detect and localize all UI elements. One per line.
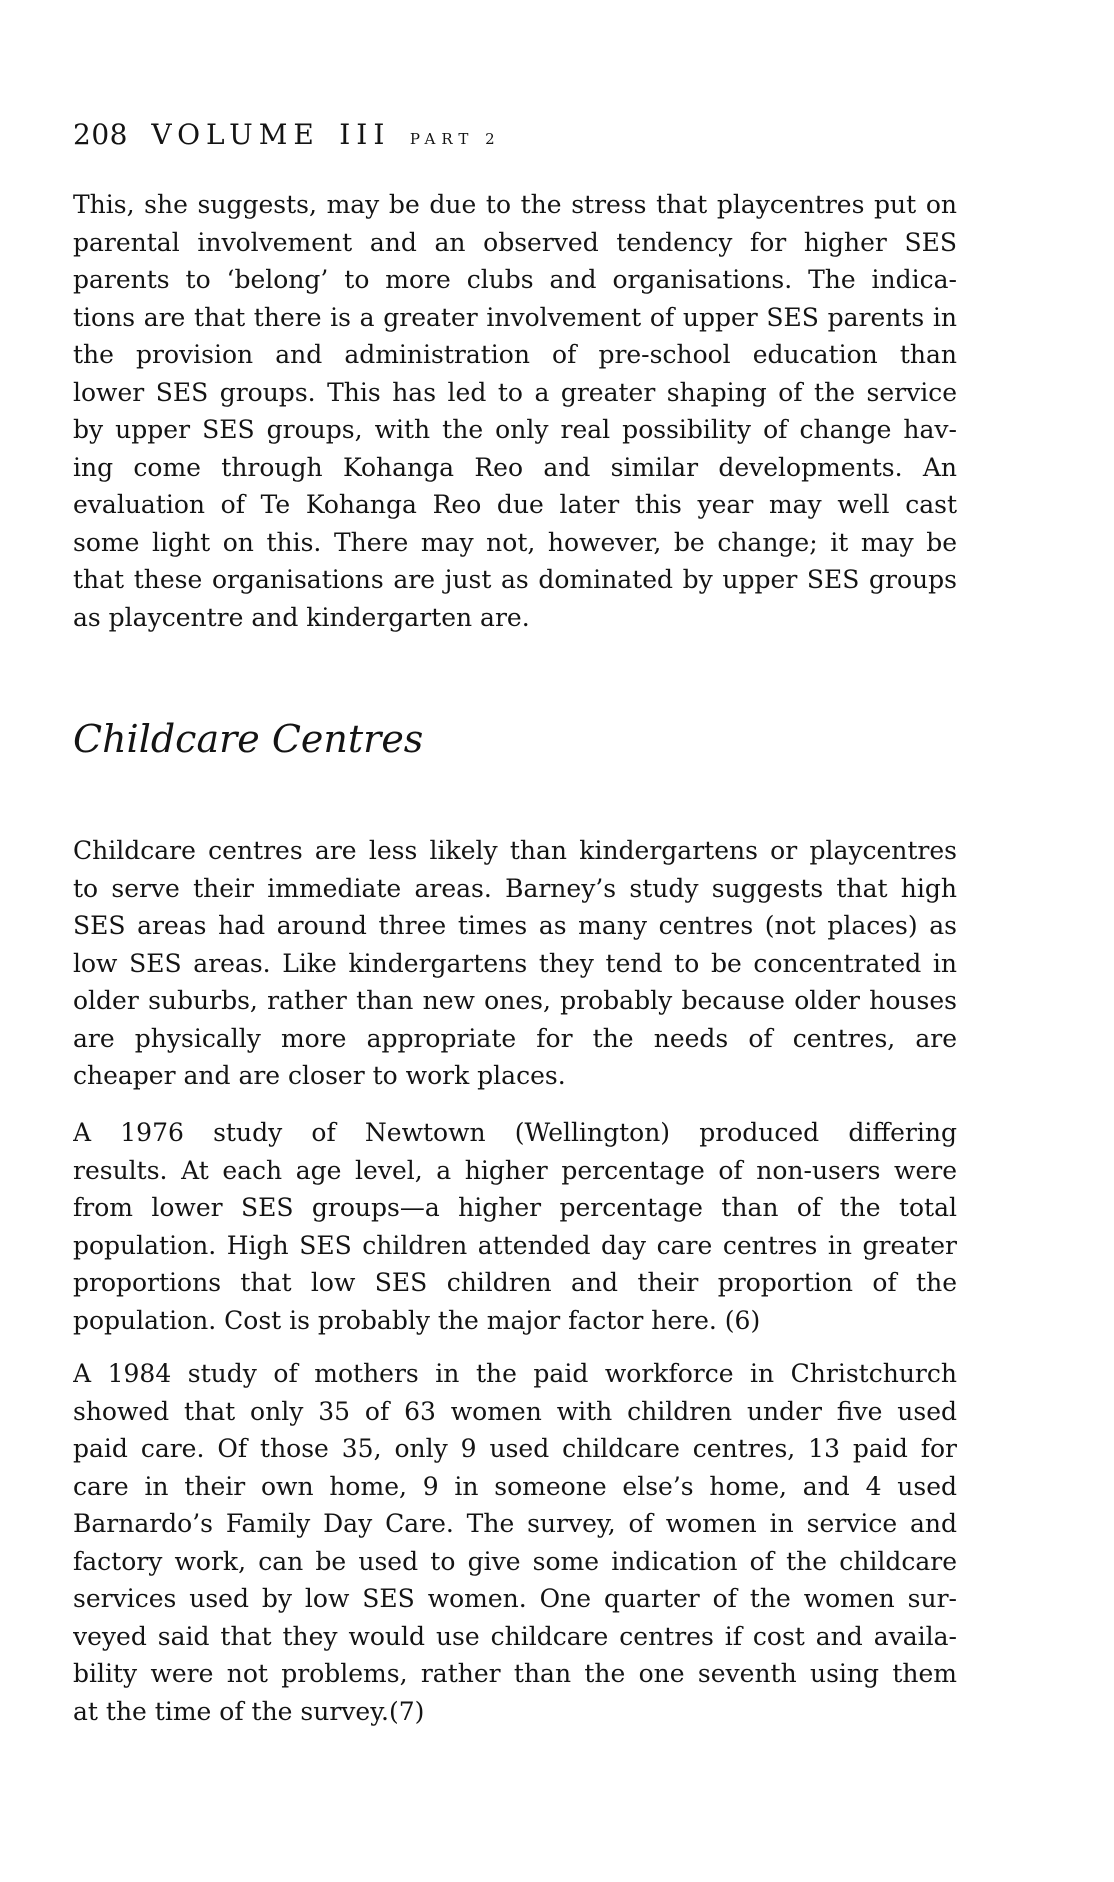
volume-label: VOLUME: [151, 118, 320, 151]
text-line: by upper SES groups, with the only real possibility of change hav-: [73, 415, 957, 444]
text-line: parents to ‘belong’ to more clubs and organisations. The indica-: [73, 265, 957, 294]
text-line: factory work, can be used to give some indication of the childcare: [73, 1546, 957, 1576]
text-line: services used by low SES women. One quarter of the women sur-: [73, 1584, 957, 1613]
text-line: lower SES groups. This has led to a greater shaping of the service: [73, 377, 957, 407]
text-line: some light on this. There may not, however, be change; it may be: [73, 527, 957, 557]
text-line: A 1976 study of Newtown (Wellington) produced differing: [73, 1118, 957, 1147]
text-line: veyed said that they would use childcare centres if cost and availa-: [73, 1621, 957, 1651]
text-line: Childcare centres are less likely than kindergartens or playcentres: [73, 836, 957, 865]
paragraph-christchurch-study: [73, 1355, 957, 1730]
text-line: cheaper and are closer to work places.: [73, 1061, 566, 1090]
volume-number: III: [339, 118, 391, 151]
part-label: PART 2: [409, 130, 501, 148]
paragraph-newtown-study: [73, 1114, 957, 1339]
text-line: to serve their immediate areas. Barney’s study suggests that high: [73, 873, 957, 903]
text-line: population. High SES children attended day care centres in greater: [73, 1230, 957, 1260]
text-line: evaluation of Te Kohanga Reo due later this year may well cast: [73, 490, 957, 519]
text-line: population. Cost is probably the major factor here. (6): [73, 1305, 761, 1335]
text-line: from lower SES groups—a higher percentage than of the total: [73, 1193, 957, 1222]
text-line: care in their own home, 9 in someone else’s home, and 4 used: [73, 1471, 957, 1501]
text-line: tions are that there is a greater involvement of upper SES parents in: [73, 302, 957, 332]
text-line: bility were not problems, rather than the one seventh using them: [73, 1659, 957, 1688]
text-line: paid care. Of those 35, only 9 used childcare centres, 13 paid for: [73, 1434, 957, 1463]
running-head: [73, 118, 501, 156]
paragraph-childcare-areas: [73, 832, 957, 1095]
text-line: results. At each age level, a higher percentage of non-users were: [73, 1155, 957, 1185]
text-line: showed that only 35 of 63 women with children under five used: [73, 1396, 957, 1426]
text-line: older suburbs, rather than new ones, probably because older houses: [73, 986, 957, 1015]
text-line: that these organisations are just as dominated by upper SES groups: [73, 565, 957, 594]
text-line: parental involvement and an observed tendency for higher SES: [73, 227, 957, 257]
text-line: ing come through Kohanga Reo and similar developments. An: [73, 452, 957, 482]
text-line: This, she suggests, may be due to the stress that playcentres put on: [73, 190, 957, 219]
text-line: are physically more appropriate for the needs of centres, are: [73, 1023, 957, 1053]
text-line: low SES areas. Like kindergartens they tend to be concentrated in: [73, 948, 957, 978]
text-line: the provision and administration of pre-school education than: [73, 340, 957, 369]
text-line: at the time of the survey.(7): [73, 1696, 425, 1726]
text-line: Barnardo’s Family Day Care. The survey, of women in service and: [73, 1509, 957, 1538]
text-line: as playcentre and kindergarten are.: [73, 602, 530, 632]
section-heading: Childcare Centres: [73, 717, 424, 761]
text-line: proportions that low SES children and their proportion of the: [73, 1268, 957, 1297]
paragraph-playcentre-involvement: [73, 186, 957, 636]
page-number: 208: [73, 118, 128, 151]
text-line: SES areas had around three times as many centres (not places) as: [73, 911, 957, 940]
text-line: A 1984 study of mothers in the paid workforce in Christchurch: [73, 1359, 957, 1388]
